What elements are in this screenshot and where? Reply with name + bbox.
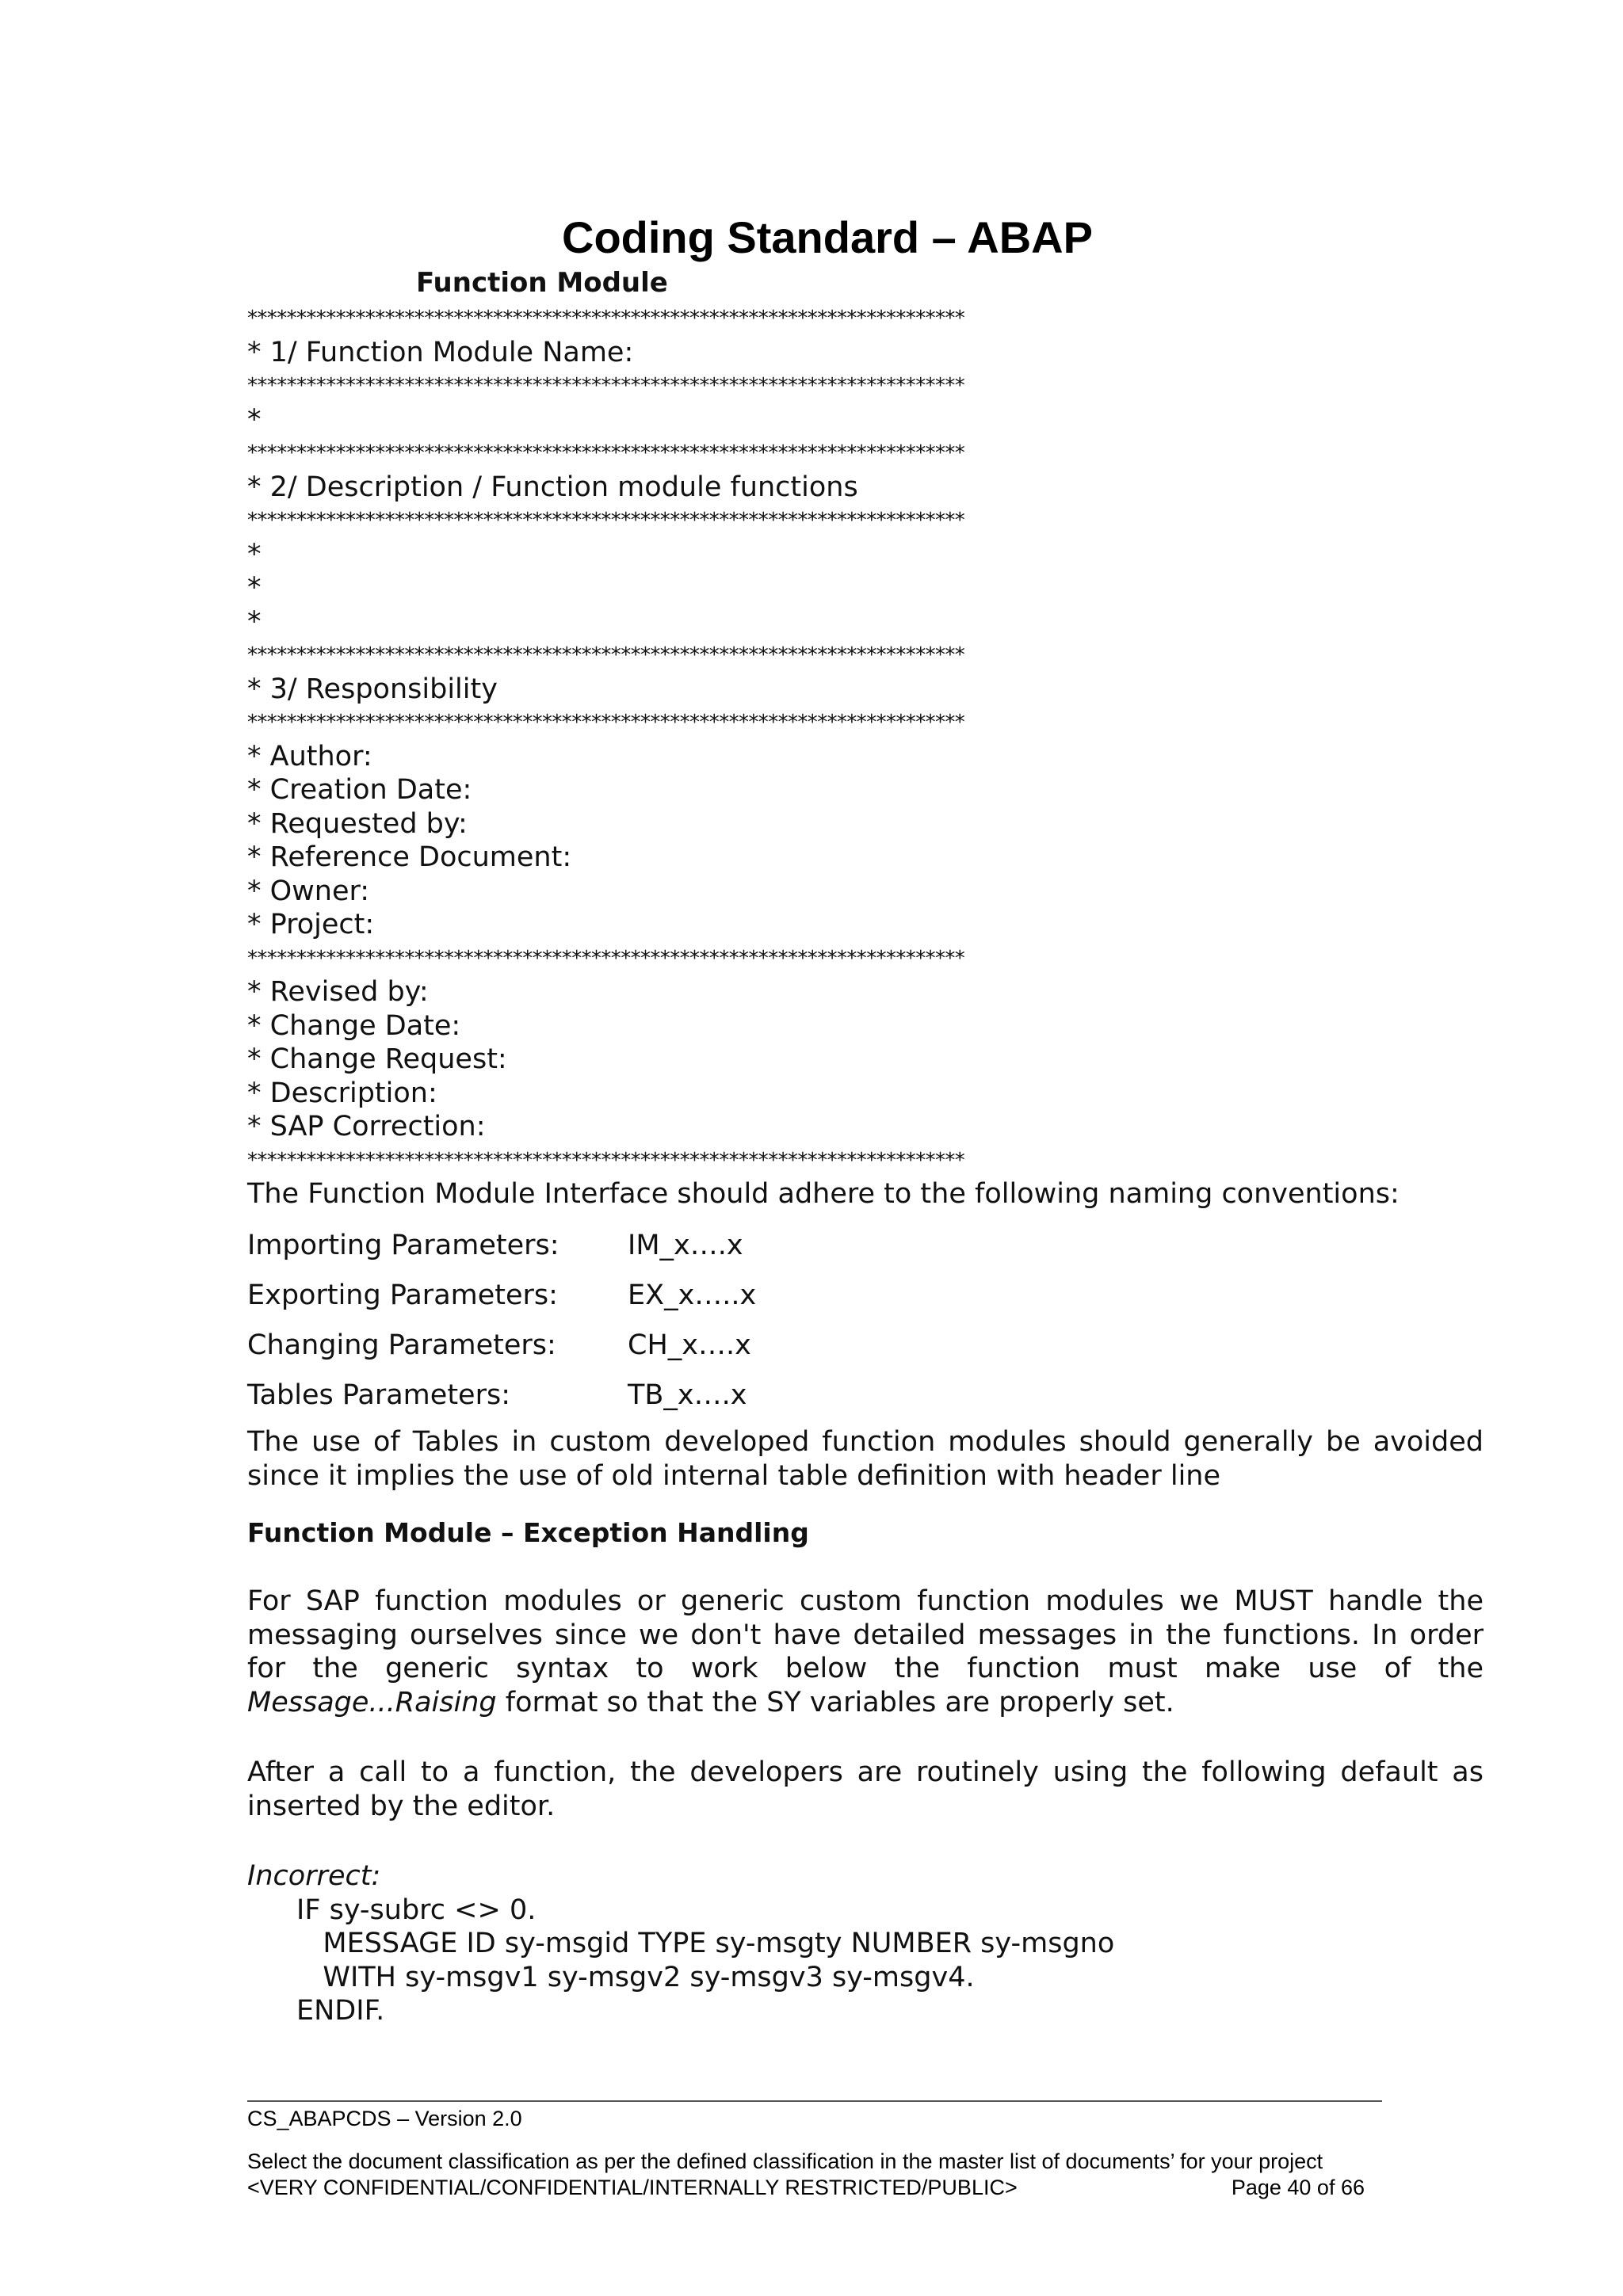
naming-intro: The Function Module Interface should adhere to the following naming conventions: bbox=[247, 1178, 1400, 1210]
exception-heading: Function Module – Exception Handling bbox=[247, 1517, 809, 1548]
template-line-blank: * bbox=[247, 605, 262, 638]
para1-text-b: format so that the SY variables are properly set. bbox=[496, 1686, 1174, 1718]
template-line-change-date: * Change Date: bbox=[247, 1009, 461, 1042]
param-row-tables bbox=[247, 1371, 1484, 1421]
param-row-changing bbox=[247, 1321, 1484, 1371]
param-value: EX_x…..x bbox=[628, 1280, 757, 1312]
param-row-exporting bbox=[247, 1271, 1484, 1321]
template-line-blank: * bbox=[247, 538, 262, 570]
param-label: Changing Parameters: bbox=[247, 1329, 556, 1362]
para1-italic: Message...Raising bbox=[247, 1686, 497, 1718]
tables-note: The use of Tables in custom developed function modules should generally be avoided since it implies the use of old internal table definition with header line bbox=[247, 1426, 1484, 1492]
star-divider: ************************************************************************* bbox=[247, 643, 965, 667]
classification-levels: <VERY CONFIDENTIAL/CONFIDENTIAL/INTERNALLY RESTRICTED/PUBLIC> bbox=[247, 2176, 1018, 2199]
template-line-author: * Author: bbox=[247, 740, 372, 772]
footer-bottom-row bbox=[247, 2175, 1382, 2201]
naming-conventions bbox=[247, 1177, 1484, 1493]
template-line-owner: * Owner: bbox=[247, 875, 370, 907]
template-line-change-request: * Change Request: bbox=[247, 1043, 507, 1075]
template-line-requested-by: * Requested by: bbox=[247, 807, 468, 840]
code-line: ENDIF. bbox=[296, 1995, 385, 2027]
exception-paragraph-1 bbox=[247, 1585, 1484, 1719]
exception-handling-section bbox=[247, 1516, 1484, 2028]
footer-divider bbox=[247, 2100, 1382, 2102]
code-line: IF sy-subrc <> 0. bbox=[296, 1894, 537, 1926]
code-line: WITH sy-msgv1 sy-msgv2 sy-msgv3 sy-msgv4. bbox=[296, 1961, 975, 1993]
footer-classification bbox=[247, 2149, 1382, 2201]
param-label: Importing Parameters: bbox=[247, 1230, 559, 1262]
footer-version: CS_ABAPCDS – Version 2.0 bbox=[247, 2107, 522, 2130]
param-value: TB_x….x bbox=[628, 1379, 747, 1412]
param-label: Exporting Parameters: bbox=[247, 1280, 558, 1312]
template-line-blank: * bbox=[247, 572, 262, 604]
param-value: CH_x….x bbox=[628, 1329, 751, 1362]
param-label: Tables Parameters: bbox=[247, 1379, 510, 1412]
param-row-importing bbox=[247, 1221, 1484, 1271]
template-line-responsibility: * 3/ Responsibility bbox=[247, 673, 498, 705]
exception-paragraph-2: After a call to a function, the developers are routinely using the following default as inserted by the editor. bbox=[247, 1756, 1484, 1822]
classification-note: Select the document classification as per the defined classification in the master list of documents’ for your project bbox=[247, 2149, 1323, 2173]
template-line-description: * 2/ Description / Function module functions bbox=[247, 471, 858, 503]
incorrect-label: Incorrect: bbox=[247, 1860, 381, 1892]
template-line-blank: * bbox=[247, 403, 262, 436]
template-line-creation-date: * Creation Date: bbox=[247, 774, 472, 806]
page-number: Page 40 of 66 bbox=[1231, 2176, 1365, 2199]
template-line-reference-document: * Reference Document: bbox=[247, 841, 572, 873]
star-divider: ************************************************************************* bbox=[247, 441, 965, 465]
section-heading: Function Module bbox=[416, 267, 668, 299]
template-line-project: * Project: bbox=[247, 909, 375, 940]
star-divider: ************************************************************************* bbox=[247, 509, 965, 532]
code-line: MESSAGE ID sy-msgid TYPE sy-msgty NUMBER sy-msgno bbox=[296, 1928, 1115, 1959]
template-line-fm-name: * 1/ Function Module Name: bbox=[247, 336, 634, 368]
param-value: IM_x….x bbox=[628, 1230, 743, 1262]
template-line-sap-correction: * SAP Correction: bbox=[247, 1111, 486, 1142]
header-comment-template bbox=[247, 302, 1484, 1177]
template-line-description-field: * Description: bbox=[247, 1077, 437, 1109]
star-divider: ************************************************************************* bbox=[247, 711, 965, 734]
star-divider: ************************************************************************* bbox=[247, 374, 965, 398]
template-line-revised-by: * Revised by: bbox=[247, 976, 429, 1008]
document-title: Coding Standard – ABAP bbox=[562, 212, 1093, 262]
star-divider: ************************************************************************* bbox=[247, 946, 965, 971]
star-divider: ************************************************************************* bbox=[247, 1148, 965, 1173]
star-divider: ************************************************************************* bbox=[247, 307, 965, 330]
para1-text-a: For SAP function modules or generic custom function modules we MUST handle the messaging ourselves since we don't have detailed messages in the functions. In order for the generic syntax to work below the function must make use of the bbox=[247, 1585, 1484, 1684]
code-example bbox=[296, 1894, 1484, 2028]
